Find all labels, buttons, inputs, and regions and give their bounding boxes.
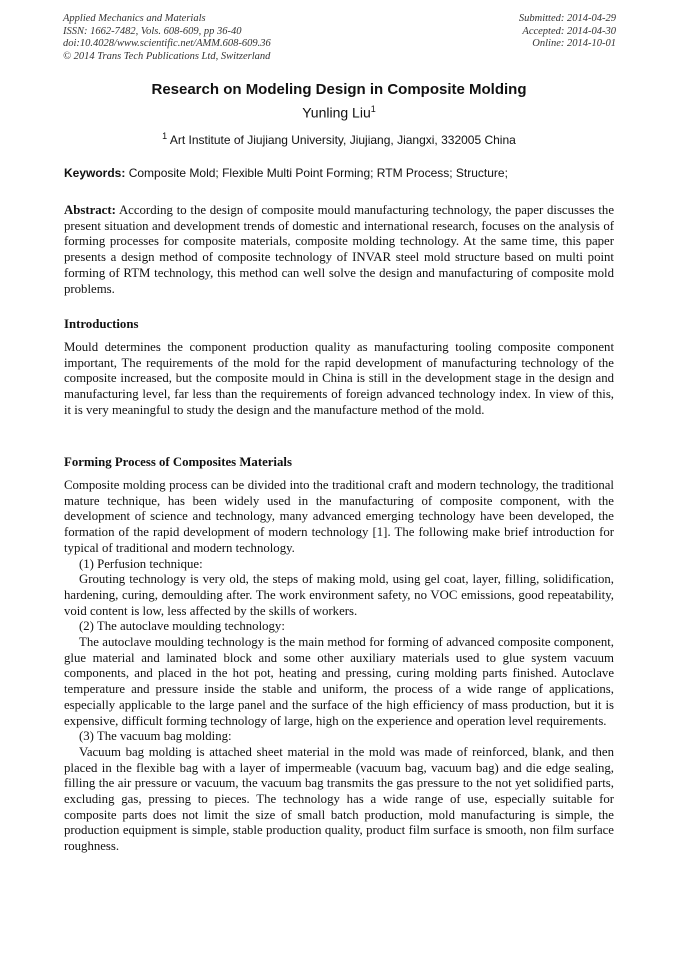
keywords-label: Keywords: (64, 166, 126, 180)
section-heading-forming: Forming Process of Composites Materials (64, 455, 292, 469)
submitted-date: Submitted: 2014-04-29 (518, 13, 616, 24)
affiliation-superscript: 1 (162, 131, 168, 141)
forming-section (64, 478, 614, 855)
item2-text: The autoclave moulding technology is the main method for forming of advanced composite component, glue material and laminated block and some other auxiliary materials used to glue system vacuum components, and placed in the hot pot, heating and pressing, curing molding parts finished. Autoclave temperature and pressure inside the stable and uniform, the process of a wide range of applications, especially applicable to the large panel and the surface of the high efficiency of mass production, but it is expensive, difficult forming technology of large, high on the experience and operation level requirements. (64, 635, 614, 728)
section-heading-introductions: Introductions (64, 317, 139, 331)
item1-text: Grouting technology is very old, the steps of making mold, using gel coat, layer, filling, solidification, hardening, curing, demoulding after. The work environment safety, no VOC emissions, good repeatability, void content is low, less affected by the skills of workers. (64, 572, 614, 618)
abstract (64, 203, 614, 297)
item2-title: (2) The autoclave moulding technology: (79, 619, 285, 634)
introductions-paragraph (64, 340, 614, 419)
affiliation-line (0, 131, 678, 147)
item1-title: (1) Perfusion technique: (79, 556, 203, 571)
item3-title: (3) The vacuum bag molding: (79, 729, 232, 744)
journal-info (63, 13, 271, 63)
forming-intro-text: Composite molding process can be divided into the traditional craft and modern technology, the traditional mature technique, has been widely used in the manufacturing of composite component, with the development of science and technology, many advanced emerging technology have been developed, the formation of the rapid development of modern technology [1]. The following make brief introduction for typical of traditional and modern technology. (64, 478, 614, 555)
paper-title: Research on Modeling Design in Composite Molding (151, 81, 527, 98)
item3-text: Vacuum bag molding is attached sheet material in the mold was made of reinforced, blank, and then placed in the flexible bag with a layer of impermeable (vacuum bag, vacuum bag) and die edge sealing, filling the air pressure or vacuum, the vacuum bag transmits the gas pressure to the not yet solidified parts, excluding gas, pressing to pieces. The technology has a wide range of use, especially suitable for composite parts does not limit the size of small batch production, mold manufacturing is simple, the production equipment is simple, stable production quality, product film surface is smooth, non film surface roughness. (64, 744, 614, 854)
journal-name: Applied Mechanics and Materials (63, 13, 206, 24)
author-superscript: 1 (370, 104, 376, 114)
copyright-line: © 2014 Trans Tech Publications Ltd, Switzerland (63, 50, 271, 62)
abstract-label: Abstract: (64, 203, 116, 217)
author-line (0, 104, 678, 121)
issn-line: ISSN: 1662-7482, Vols. 608-609, pp 36-40 (63, 25, 242, 37)
accepted-date: Accepted: 2014-04-30 (522, 25, 616, 37)
online-date: Online: 2014-10-01 (532, 38, 616, 49)
author-name: Yunling Liu (302, 104, 371, 121)
dates-info (519, 13, 616, 51)
affiliation-text: Art Institute of Jiujiang University, Jiujiang, Jiangxi, 332005 China (169, 133, 516, 147)
doi-line: doi:10.4028/www.scientific.net/AMM.608-609.36 (63, 38, 271, 49)
introductions-text: Mould determines the component production quality as manufacturing tooling composite component important, The requirements of the mold for the rapid development of manufacturing technology of the composite increased, but the composite mould in China is still in the development stage in the design and manufacturing level, far less than the requirements of foreign advanced technology index. In view of this, it is very meaningful to study the design and the manufacture method of the mold. (64, 340, 614, 417)
keywords (64, 166, 614, 180)
abstract-text: According to the design of composite mould manufacturing technology, the paper discusses the present situation and development trends of domestic and international research, focuses on the analysis of forming processes for composite materials, composite molding technology. At the same time, this paper presents a design method of composite technology of INVAR steel mold structure based on multi point forming of RTM technology, this method can well solve the design and manufacturing of composite mold problems. (64, 203, 615, 296)
keywords-text: Composite Mold; Flexible Multi Point Forming; RTM Process; Structure; (128, 166, 508, 180)
